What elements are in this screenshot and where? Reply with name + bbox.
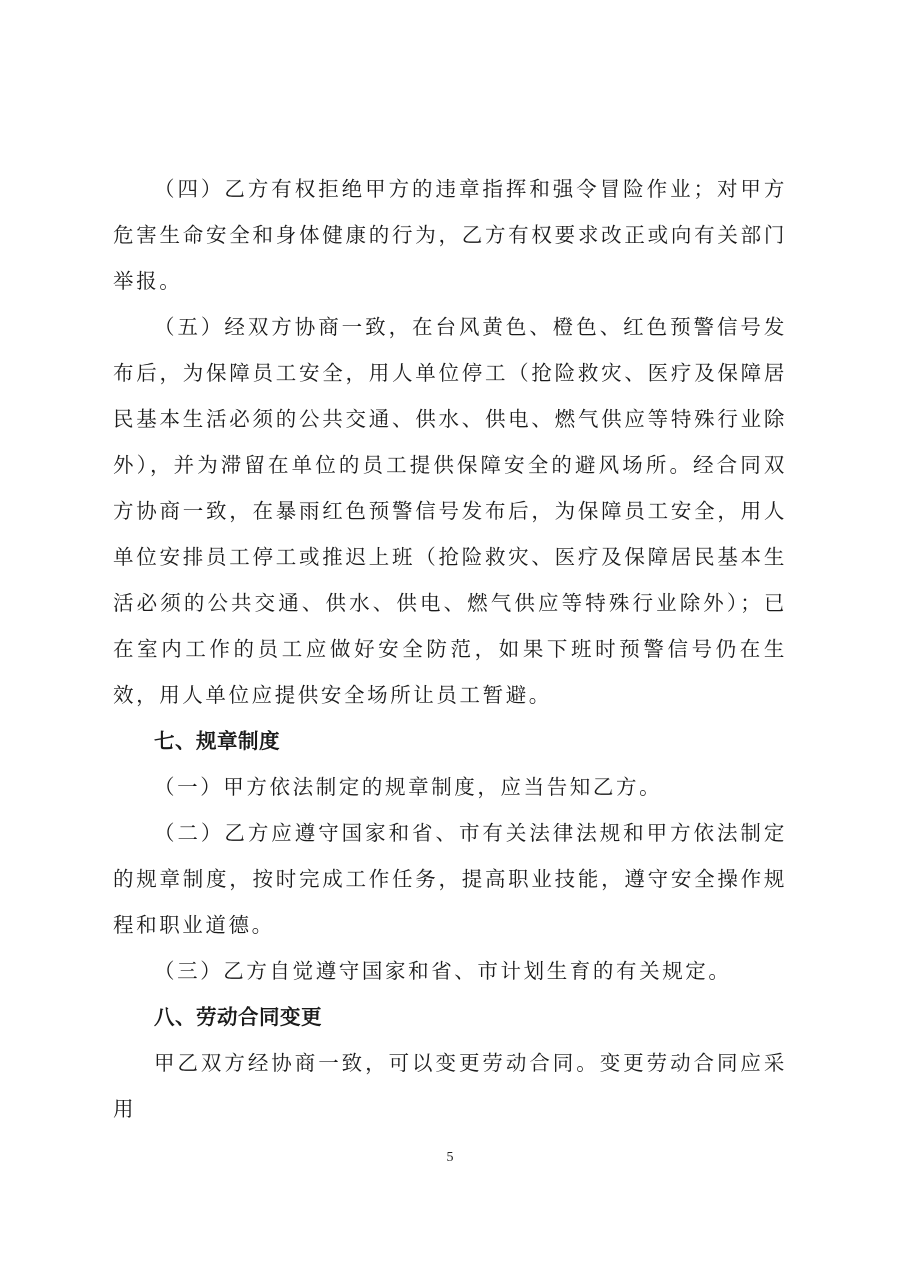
section-heading-contract-change: 八、劳动合同变更 xyxy=(154,1005,322,1029)
document-body xyxy=(113,166,787,1132)
paragraph-rules-3: （三）乙方自觉遵守国家和省、市计划生育的有关规定。 xyxy=(154,959,732,983)
page-number: 5 xyxy=(446,1150,454,1165)
paragraph-clause-4: （四）乙方有权拒绝甲方的违章指挥和强令冒险作业；对甲方危害生命安全和身体健康的行为，乙方有权要求改正或向有关部门举报。 xyxy=(113,177,787,293)
paragraph-contract-change: 甲乙双方经协商一致，可以变更劳动合同。变更劳动合同应采用 xyxy=(113,1051,787,1121)
paragraph-clause-5: （五）经双方协商一致，在台风黄色、橙色、红色预警信号发布后，为保障员工安全，用人单位停工（抢险救灾、医疗及保障居民基本生活必须的公共交通、供水、供电、燃气供应等特殊行业除外），并为滞留在单位的员工提供保障安全的避风场所。经合同双方协商一致，在暴雨红色预警信号发布后，为保障员工安全，用人单位安排员工停工或推迟上班（抢险救灾、医疗及保障居民基本生活必须的公共交通、供水、供电、燃气供应等特殊行业除外）；已在室内工作的员工应做好安全防范，如果下班时预警信号仍在生效，用人单位应提供安全场所让员工暂避。 xyxy=(113,315,787,707)
paragraph-rules-2: （二）乙方应遵守国家和省、市有关法律法规和甲方依法制定的规章制度，按时完成工作任务，提高职业技能，遵守安全操作规程和职业道德。 xyxy=(113,821,787,937)
section-heading-rules: 七、规章制度 xyxy=(154,729,280,753)
paragraph-rules-1: （一）甲方依法制定的规章制度，应当告知乙方。 xyxy=(154,775,663,799)
